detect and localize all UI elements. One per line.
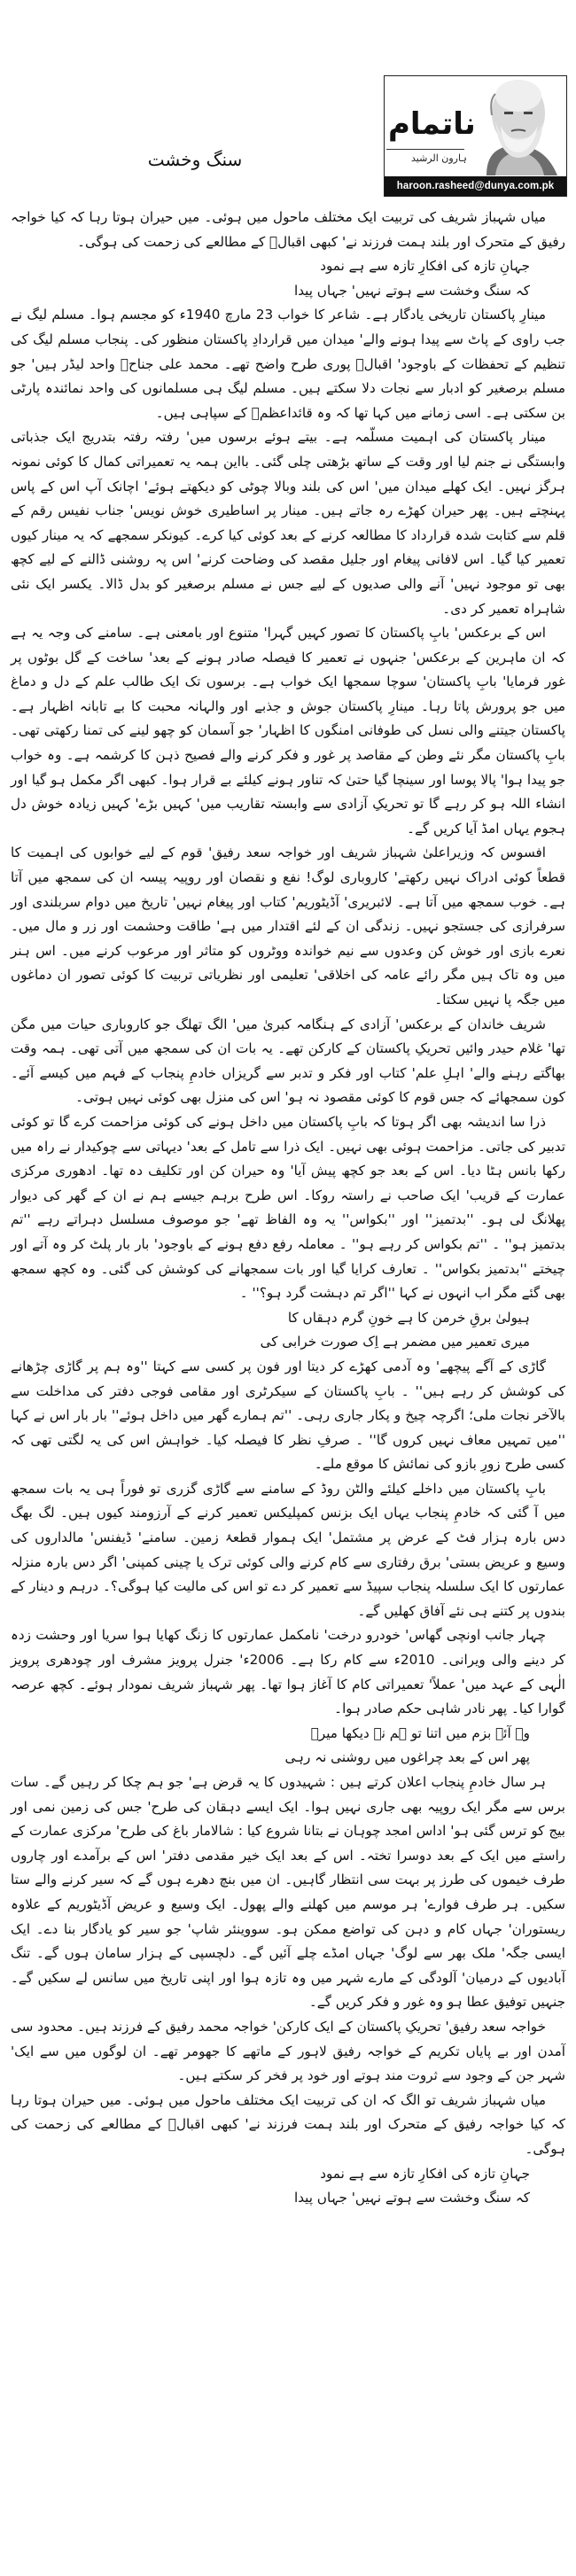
author-email[interactable]: haroon.rasheed@dunya.com.pk: [385, 176, 566, 196]
article-paragraph: میاں شہباز شریف کی تربیت ایک مختلف ماحول میں ہوئی۔ میں حیران ہوتا رہا کہ کیا خواجہ رفیق کے متحرک اور بلند ہمت فرزند نے' کبھی اقبالؔ کے مطالعے کی زحمت کی ہوگی۔: [11, 209, 565, 250]
column-logo: [384, 75, 567, 197]
article-paragraph: میاں شہباز شریف تو الگ کہ ان کی تربیت ایک مختلف ماحول میں ہوئی۔ میں حیران ہوتا رہا کہ کیا خواجہ رفیق کے متحرک اور بلند ہمت فرزند نے' کبھی اقبالؔ کے مطالعے کی زحمت کی ہوگی۔: [11, 2091, 565, 2157]
article-paragraph: اس کے برعکس' بابِ پاکستان کا تصور کہیں گہرا' متنوع اور بامعنی ہے۔ سامنے کی وجہ یہ ہے کہ ان ماہرین کے برعکس' جنہوں نے تعمیر کا فیصلہ صادر ہونے کے بعد' ساخت کے گل بوٹوں پر غور فرمایا' بابِ پاکستان' سوچا سمجھا ایک خواب ہے۔ برسوں تک ایک طالب علم کے دل و دماغ میں جو پرورش پاتا رہا۔ مینارِ پاکستان جوش و جذبے اور والہانہ محبت کا بے تابانہ اظہار ہے۔ پاکستان جیتنے والی نسل کی طوفانی امنگوں کا اظہار' جو آسمان کو چھو لینے کی تمنا رکھتی تھی۔ بابِ پاکستان مگر نئے وطن کے مقاصد پر غور و فکر کرنے والے فصیح ذہن کا کرشمہ ہے۔ وہ خواب جو پیدا ہوا' پالا پوسا اور سینچا گیا حتیٰ کہ تناور ہونے کیلئے بے قرار ہوا۔ کبھی اگر مکمل ہو گیا اور انشاء اللہ ہو کر رہے گا تو تحریکِ آزادی سے وابستہ تقاریب میں' کہیں بڑے' کہیں زیادہ خوش دل ہجوم یہاں امڈ آیا کریں گے۔: [11, 625, 565, 837]
column-name: ناتمام: [388, 106, 476, 142]
author-name: ہارون الرشید: [411, 152, 467, 164]
article-paragraph: شریف خاندان کے برعکس' آزادی کے ہنگامہ کبریٰ میں' الگ تھلگ جو کاروباری حیات میں مگن تھا' غلام حیدر وائیں تحریکِ پاکستان کے کارکن تھے۔ یہ بات ان کی سمجھ میں آتی تھی۔ ہمہ وقت بھاگتے رہنے والے' اہلِ علم' کتاب اور فکر و تدبر سے گریزاں خادمِ پنجاب کے فہم میں کیسے آئے۔ کون سمجھائے کہ جس قوم کا کوئی مقصود نہ ہو' اس کی منزل بھی کوئی نہیں ہوتی۔: [11, 1016, 565, 1106]
article-paragraph: گاڑی کے آگے پیچھے' وہ آدمی کھڑے کر دیتا اور فون پر کسی سے کہتا ''وہ ہم پر گاڑی چڑھانے کی کوشش کر رہے ہیں'' ۔ بابِ پاکستان کے سیکرٹری اور مقامی فوجی دفتر کی مداخلت سے بالآخر نجات ملی؛ اگرچہ چیخ و پکار جاری رہی۔ ''تم ہمارے گھر میں داخل ہوئے'' بار بار اس نے کہا ''میں تمہیں معاف نہیں کروں گا'' ۔ صرفِ نظر کا فیصلہ کیا۔ خواہش اس کی یہ لگتی تھی کہ کسی طرح زورِ بازو کی نمائش کا موقع ملے۔: [11, 1358, 565, 1473]
article-body: [11, 206, 565, 2211]
poetry-verse: کہ سنگ وخشت سے ہوتے نہیں' جہاں پیدا: [293, 2190, 530, 2206]
article-title: سنگ وخشت: [147, 149, 243, 170]
logo-divider: [386, 149, 464, 150]
article-paragraph: ہر سال خادمِ پنجاب اعلان کرتے ہیں : شہیدوں کا یہ قرض ہے' جو ہم چکا کر رہیں گے۔ سات برس سے مگر ایک روپیہ بھی جاری نہیں ہوا۔ ایک ایسے دہقان کی طرح' جس کی زمین نمی اور بیج کو ترس گئی ہو' اداس امجد چوہان نے بتانا شروع کیا : شالامار باغ کی طرح' مرکزی عمارت کے راستے میں ایک کے بعد دوسرا تختہ۔ اس کے بعد ایک خیر مقدمی دفتر' اس کے برآمدے اور چاروں طرف خیموں کی طرز پر بہت سی انتظار گاہیں۔ ان میں بنچ دھرے ہوں گے کہ سیر کرنے والے ستا سکیں۔ ہر طرف فوارے' ہر موسم میں کھلنے والے پھول۔ ایک وسیع و عریض آڈیٹوریم کے علاوہ ریستوران' جہاں کام و دہن کی تواضع ممکن ہو۔ سووینئر شاپ' جو سیر کو یادگار بنا دے۔ ایک ایسی جگہ' ملک بھر سے لوگ' جہاں امڈے چلے آئیں گے۔ دلچسپی کے ہزار سامان ہوں گے۔ تنگ آبادیوں کے درمیان' آلودگی کے مارے شہر میں وہ تازہ ہوا اور اپنی تاریخ میں سانس لے سکیں گے۔ جنہیں توفیق عطا ہو وہ غور و فکر کریں گے۔: [11, 1774, 565, 2011]
author-portrait: [460, 76, 566, 175]
article-paragraph: ذرا سا اندیشہ بھی اگر ہوتا کہ بابِ پاکستان میں داخل ہونے کی کوئی مزاحمت کرے گا تو کوئی تدبیر کی جاتی۔ مزاحمت ہوئی بھی نہیں۔ ایک ذرا سے تامل کے بعد' دیہاتی سے چوکیدار نے راہ میں رکھا بانس ہٹا دیا۔ اس کے بعد جو کچھ پیش آیا' وہ حیران کن اور تکلیف دہ تھا۔ ادھوری مرکزی عمارت کے قریب' ایک صاحب نے راستہ روکا۔ اس طرح برہم جیسے ہم نے ان کے گھر کی دیوار پھلانگ لی ہو۔ ''بدتمیز'' اور ''بکواس'' یہ وہ الفاظ تھے' جو موصوف مسلسل دہراتے رہے ''تم بدتمیز ہو'' ۔ ''تم بکواس کر رہے ہو'' ۔ معاملہ رفع دفع ہونے کے باوجود' بار بار پلٹ کر وہ آتے اور چیختے ''بدتمیز بکواس'' ۔ تعارف کرایا گیا اور بات سمجھانے کی کوشش کی گئی۔ وہ کچھ سمجھ بھی گئے مگر اب انہوں نے کہا ''اگر تم دہشت گرد ہو؟'' ۔: [11, 1113, 565, 1302]
article-paragraph: بابِ پاکستان میں داخلے کیلئے والٹن روڈ کے سامنے سے گاڑی گزری تو فوراً ہی یہ بات سمجھ میں آ گئی کہ خادمِ پنجاب یہاں ایک بزنس کمپلیکس تعمیر کرنے کے آرزومند کیوں ہیں۔ لگ بھگ دس بارہ ہزار فٹ کے عرض پر مشتمل' ایک ہموار قطعۂ زمین۔ سامنے' ڈیفنس' مالداروں کی وسیع و عریض بستی' برق رفتاری سے کام کرنے والی کوئی ترک یا چینی کمپنی' اگر دس بارہ منزلہ عمارتوں کا ایک سلسلہ پنجاب سپیڈ سے تعمیر کر دے تو اس کی مالیت کیا ہوگی؟۔ درہم و دینار کے بندوں پر کتنے ہی نئے آفاق کھلیں گے۔: [11, 1480, 565, 1619]
poetry-verse: پھر اس کے بعد چراغوں میں روشنی نہ رہی: [284, 1749, 530, 1766]
column-header: [0, 0, 576, 206]
article-paragraph: چہار جانب اونچی گھاس' خودرو درخت' نامکمل عمارتوں کا زنگ کھایا ہوا سریا اور وحشت زدہ کر دینے والی ویرانی۔ 2010ء سے کام رکا ہے۔ 2006ء' جنرل پرویز مشرف اور چودھری پرویز الٰہی کے عہد میں' عملاً' تعمیراتی کام کا آغاز ہوا تھا۔ پھر شہباز شریف نمودار ہوئے۔ کچھ عرصہ گوارا کیا۔ پھر نادر شاہی حکم صادر ہوا۔: [11, 1627, 565, 1717]
poetry-verse: ہیولیٰ برقِ خرمن کا ہے خونِ گرم دہقاں کا: [287, 1309, 530, 1326]
article-paragraph: مینار پاکستان کی اہمیت مسلّمہ ہے۔ بیتے ہوئے برسوں میں' رفتہ رفتہ بتدریج ایک جذباتی وابستگی نے جنم لیا اور وقت کے ساتھ بڑھتی چلی گئی۔ بااین ہمہ یہ تعمیراتی کمال کا کوئی نمونہ ہرگز نہیں۔ ایک کھلے میدان میں' اس کی بلند وبالا چوٹی کو دیکھتے ہوئے' اچانک آپ اس کے پاس پہنچتے ہیں۔ پھر حیران کھڑے رہ جاتے ہیں۔ مینار پر اساطیری خوش نویس' جناب نفیس رقم کے قلم سے کتابت شدہ قرارداد کا مطالعہ کرنے کے بعد کوئی کیا کرے۔ کیونکر سمجھے کہ یہ مینار کیوں تعمیر کیا گیا۔ اس لافانی پیغام اور جلیل مقصد کی وضاحت کرنے' اس پہ روشنی ڈالنے کے لیے کچھ بھی تو موجود نہیں' آنے والی صدیوں کے لیے جس نے مسلم برصغیر کو بدل ڈالا۔ یکسر ایک نئی شاہراہ تعمیر کر دی۔: [11, 429, 565, 617]
article-paragraph: مینارِ پاکستان تاریخی یادگار ہے۔ شاعر کا خواب 23 مارچ 1940ء کو مجسم ہوا۔ مسلم لیگ نے جب راوی کے پاٹ سے پیدا ہونے والے' میدان میں قراردادِ پاکستان منظور کی۔ پنجاب مسلم لیگ کی تنظیم کے تحفظات کے باوجود' اقبالؔ پوری طرح واضح تھے۔ محمد علی جناحؒ واحد لیڈر ہیں' جو مسلم برصغیر کو ادبار سے نجات دلا سکتے ہیں۔ مسلم لیگ ہی مسلمانوں کی واحد نمائندہ پارٹی بن سکتی ہے۔ اسی زمانے میں کہا تھا کہ وہ قائداعظمؒ کے سپاہی ہیں۔: [11, 307, 565, 421]
article-paragraph: افسوس کہ وزیراعلیٰ شہباز شریف اور خواجہ سعد رفیق' قوم کے لیے خوابوں کی اہمیت کا قطعاً کوئی ادراک نہیں رکھتے' کاروباری لوگ! نفع و نقصان اور روپیہ پیسہ ان کی سمجھ میں آتا ہے۔ خوب سمجھ میں آتا ہے۔ لائبریری' آڈیٹوریم' کتاب اور پیغام نہیں' تاریخ میں دوام سربلندی اور سرفرازی کی جستجو نہیں۔ زندگی ان کے لئے اقتدار میں ہے' طاقت وحشمت اور زر و مال میں۔ نعرے بازی اور خوش کن وعدوں سے نیم خواندہ ووٹروں کو متاثر اور مرعوب کرنے میں۔ اس ہنر میں وہ تاک ہیں مگر رائے عامہ کی اخلاقی' تعلیمی اور نظریاتی تربیت کا کوئی تصور ان دماغوں میں جگہ پا نہیں سکتا۔: [11, 844, 565, 1008]
poetry-verse: جہانِ تازہ کی افکارِ تازہ سے ہے نمود: [320, 258, 530, 275]
poetry-verse: وہ آئے بزم میں اتنا تو ہم نے دیکھا میرؔ: [310, 1724, 530, 1741]
article-paragraph: خواجہ سعد رفیق' تحریکِ پاکستان کے ایک کارکن' خواجہ محمد رفیق کے فرزند ہیں۔ محدود سی آمدن اور بے پایاں تکریم کے خواجہ رفیق لاہور کے ماتھے کا جھومر تھے۔ ان لوگوں میں سے ایک' شہر جن کے وجود سے ثروت مند ہوتے اور خود پر فخر کر سکتے ہیں۔: [11, 2018, 565, 2084]
poetry-verse: میری تعمیر میں مضمر ہے اِک صورت خرابی کی: [260, 1334, 530, 1350]
poetry-verse: کہ سنگ وخشت سے ہوتے نہیں' جہاں پیدا: [293, 282, 530, 299]
poetry-verse: جہانِ تازہ کی افکارِ تازہ سے ہے نمود: [320, 2165, 530, 2182]
